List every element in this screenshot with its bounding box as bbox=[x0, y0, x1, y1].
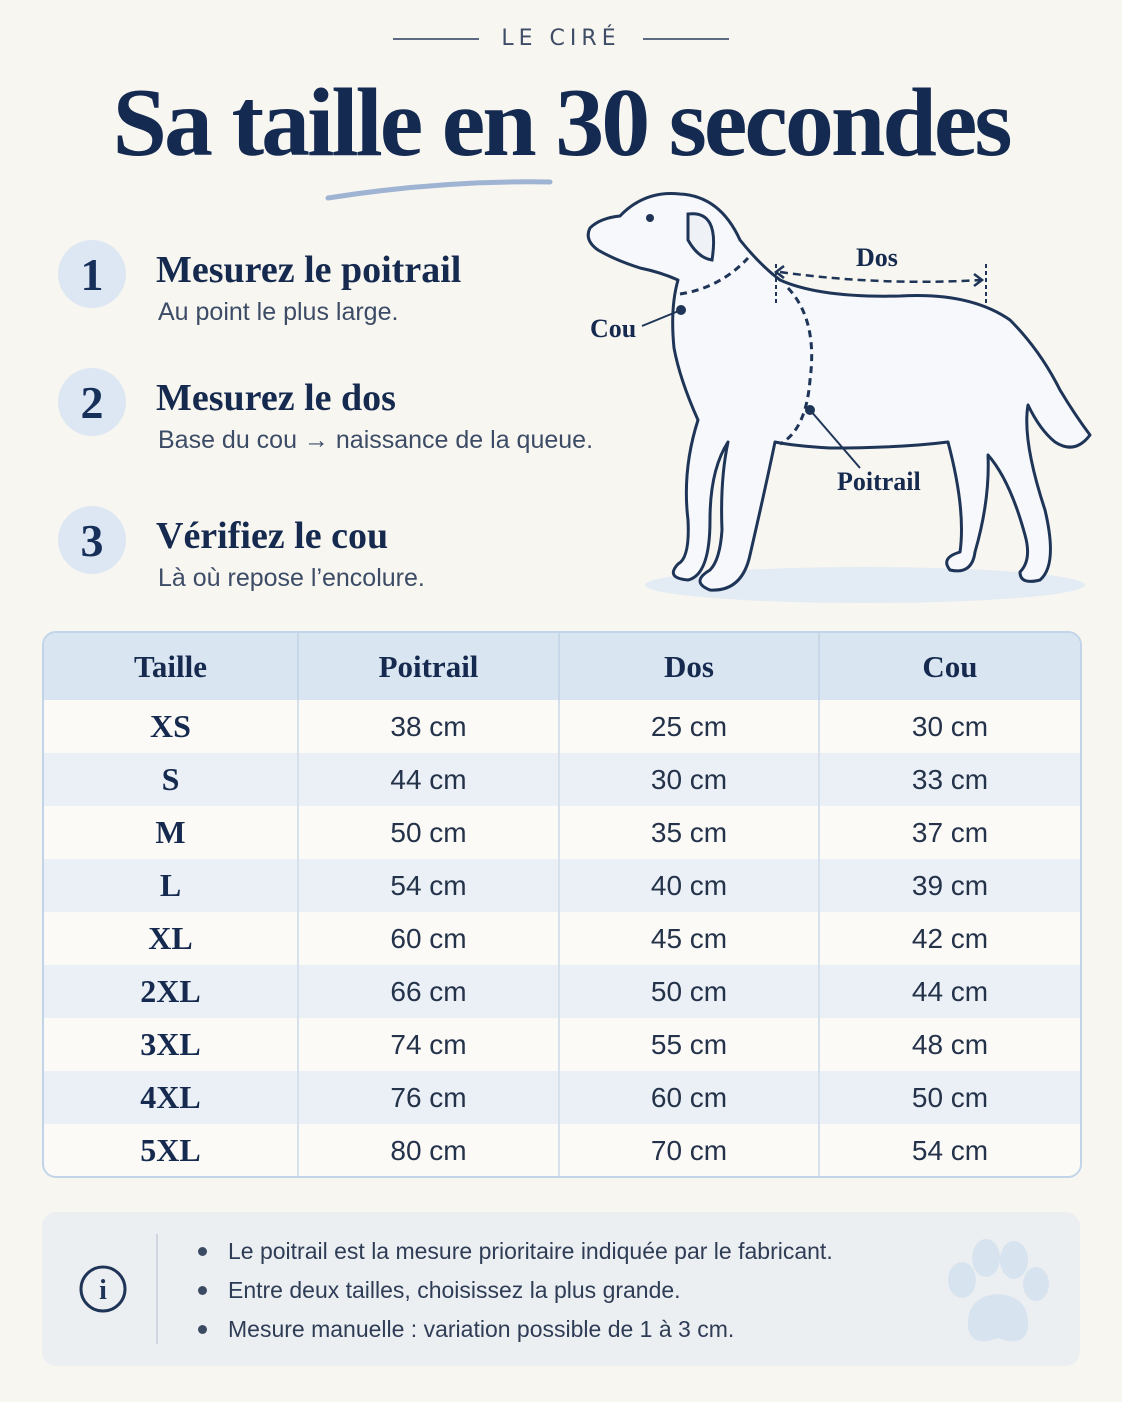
dos-cell: 25 cm bbox=[559, 700, 819, 753]
step-3-number: 3 bbox=[58, 506, 126, 574]
poitrail-cell: 38 cm bbox=[298, 700, 559, 753]
poitrail-cell: 76 cm bbox=[298, 1071, 559, 1124]
dos-cell: 55 cm bbox=[559, 1018, 819, 1071]
info-icon bbox=[76, 1262, 130, 1316]
header-taille: Taille bbox=[44, 633, 298, 700]
size-cell: L bbox=[44, 859, 298, 912]
size-cell: XL bbox=[44, 912, 298, 965]
info-item: Mesure manuelle : variation possible de 1 à 3 cm. bbox=[198, 1312, 833, 1351]
poitrail-cell: 80 cm bbox=[298, 1124, 559, 1177]
step-2-number: 2 bbox=[58, 368, 126, 436]
cou-cell: 54 cm bbox=[911, 1134, 989, 1166]
cou-cell: 39 cm bbox=[819, 859, 1080, 912]
dos-cell: 60 cm bbox=[559, 1071, 819, 1124]
paw-icon bbox=[942, 1238, 1050, 1350]
size-cell: M bbox=[44, 806, 298, 859]
info-separator bbox=[156, 1234, 158, 1344]
info-panel bbox=[42, 1212, 1080, 1366]
title-underline bbox=[322, 176, 558, 206]
size-cell: 4XL bbox=[44, 1071, 298, 1124]
poitrail-cell: 66 cm bbox=[298, 965, 559, 1018]
brand-header bbox=[0, 26, 1122, 51]
step-2-heading: Mesurez le dos bbox=[156, 377, 396, 419]
poitrail-cell: 54 cm bbox=[298, 859, 559, 912]
table-row bbox=[44, 965, 1080, 1018]
cou-cell: 44 cm bbox=[819, 965, 1080, 1018]
step-3-heading: Vérifiez le cou bbox=[156, 515, 389, 557]
table-row bbox=[44, 1018, 1080, 1071]
header-dos: Dos bbox=[559, 633, 819, 700]
info-item: Le poitrail est la mesure prioritaire indiquée par le fabricant. bbox=[198, 1234, 833, 1273]
poitrail-cell: 74 cm bbox=[298, 1018, 559, 1071]
poitrail-cell: 60 cm bbox=[298, 912, 559, 965]
dos-cell: 30 cm bbox=[559, 753, 819, 806]
brand-name: LE CIRÉ bbox=[501, 26, 621, 51]
table-row bbox=[44, 859, 1080, 912]
size-cell: S bbox=[44, 753, 298, 806]
cou-cell: 37 cm bbox=[911, 816, 989, 848]
brand-line-left bbox=[393, 38, 479, 40]
dos-cell: 70 cm bbox=[559, 1124, 819, 1177]
step-1-text: Au point le plus large. bbox=[158, 298, 399, 326]
step-1-heading: Mesurez le poitrail bbox=[156, 249, 462, 291]
cou-label: Cou bbox=[590, 314, 637, 343]
dos-cell: 35 cm bbox=[559, 806, 819, 859]
cou-cell: 33 cm bbox=[819, 753, 1080, 806]
page-title: Sa taille en 30 secondes bbox=[112, 69, 1010, 177]
table-row bbox=[44, 806, 1080, 859]
dog-body-icon bbox=[588, 193, 1090, 590]
table-row bbox=[44, 1124, 1080, 1177]
size-cell: 3XL bbox=[44, 1018, 298, 1071]
header-poitrail: Poitrail bbox=[298, 633, 559, 700]
poitrail-cell: 44 cm bbox=[298, 753, 559, 806]
info-item: Entre deux tailles, choisissez la plus grande. bbox=[198, 1273, 833, 1312]
table-header-row bbox=[44, 633, 1080, 700]
cou-cell: 30 cm bbox=[911, 710, 989, 742]
svg-text:i: i bbox=[99, 1275, 107, 1306]
size-table bbox=[42, 631, 1082, 1178]
poitrail-label: Poitrail bbox=[837, 467, 921, 496]
cou-cell: 48 cm bbox=[911, 1028, 989, 1060]
step-1-number: 1 bbox=[58, 240, 126, 308]
table-row bbox=[44, 700, 1080, 753]
cou-cell: 42 cm bbox=[911, 922, 989, 954]
dos-cell: 45 cm bbox=[559, 912, 819, 965]
step-3-text: Là où repose l’encolure. bbox=[158, 564, 425, 592]
dos-cell: 50 cm bbox=[559, 965, 819, 1018]
poitrail-cell: 50 cm bbox=[298, 806, 559, 859]
dos-cell: 40 cm bbox=[559, 859, 819, 912]
cou-cell: 50 cm bbox=[819, 1071, 1080, 1124]
dog-eye-icon bbox=[646, 214, 654, 222]
dos-label: Dos bbox=[856, 243, 898, 272]
size-cell: 5XL bbox=[44, 1124, 298, 1177]
header-cou: Cou bbox=[819, 633, 1080, 700]
table-row bbox=[44, 912, 1080, 965]
size-cell: XS bbox=[44, 700, 298, 753]
size-cell: 2XL bbox=[44, 965, 298, 1018]
table-row bbox=[44, 1071, 1080, 1124]
dog-measurement-diagram bbox=[570, 180, 1110, 610]
step-2-text: Base du cou → naissance de la queue. bbox=[158, 426, 594, 454]
table-row bbox=[44, 753, 1080, 806]
back-measure-line bbox=[780, 272, 982, 282]
brand-line-right bbox=[643, 38, 729, 40]
info-list bbox=[198, 1234, 833, 1351]
